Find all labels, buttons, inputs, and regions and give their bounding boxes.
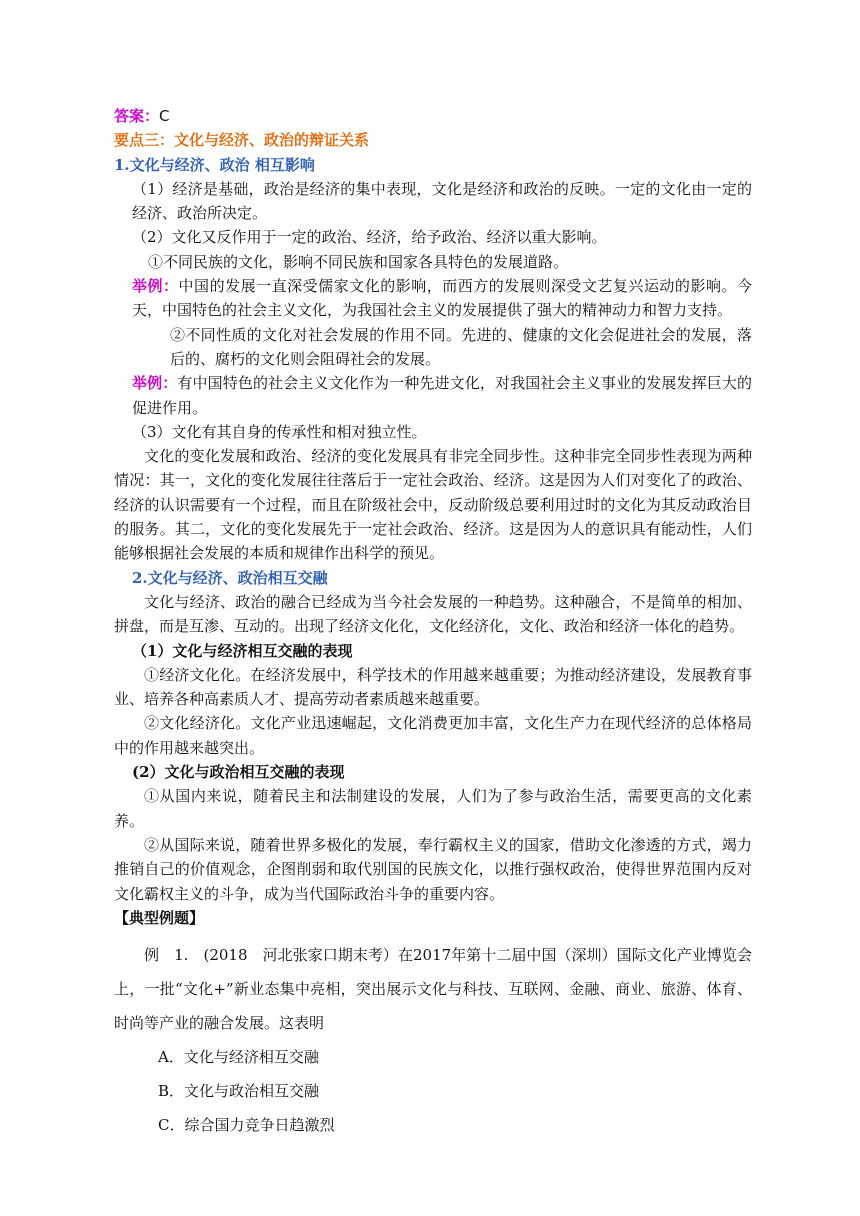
- option-b: B．文化与政治相互交融: [158, 1082, 320, 1101]
- document-body: [114, 104, 752, 1142]
- option-c: C．综合国力竞争日趋激烈: [158, 1116, 335, 1135]
- example-text: 中国的发展一直深受儒家文化的影响，而西方的发展则深受文艺复兴运动的影响。今天，中国特色的社会主义文化，为我国社会主义的发展提供了强大的精神动力和智力支持。: [132, 277, 752, 320]
- option-a: A．文化与经济相互交融: [158, 1048, 319, 1067]
- answer-label: 答案：: [114, 107, 160, 125]
- section1-paragraph-6: 文化的变化发展和政治、经济的变化发展具有非完全同步性。这种非完全同步性表现为两种情况：其一，文化的变化发展往往落后于一定社会政治、经济。这是因为人们对变化了的政治、经济的认识需要有一个过程，而且在阶级社会中，反动阶级总要利用过时的文化为其反动政治目的服务。其二，文化的变化发展先于一定社会政治、经济。这是因为人的意识具有能动性，人们能够根据社会发展的本质和规律作出科学的预见。: [114, 447, 752, 563]
- section1-paragraph-2: （2）文化又反作用于一定的政治、经济，给予政治、经济以重大影响。: [132, 228, 607, 247]
- section1-paragraph-5: （3）文化有其自身的传承性和相对独立性。: [132, 422, 427, 441]
- example-label: 举例：: [132, 374, 178, 393]
- section1-paragraph-3: ①不同民族的文化，影响不同民族和国家各具特色的发展道路。: [148, 252, 569, 271]
- key-point-title: 要点三：文化与经济、政治的辩证关系: [114, 131, 370, 150]
- example-question-1: 例 1. (2018 河北张家口期末考）在2017年第十二届中国（深圳）国际文化产业博览会上，一批“文化+”新业态集中亮相，突出展示文化与科技、互联网、金融、商业、旅游、体育、时尚等产业的融合发展。这表明: [114, 946, 752, 1033]
- section2-subheading-2: (2）文化与政治相互交融的表现: [132, 763, 345, 782]
- section2-subheading-1: （1）文化与经济相互交融的表现: [132, 641, 353, 660]
- section1-example-2: [114, 371, 752, 420]
- section2-sub2-paragraph-2: ②从国际来说，随着世界多极化的发展，奉行霸权主义的国家，借助文化渗透的方式，竭力推销自己的价值观念，企图削弱和取代别国的民族文化，以推行强权政治，使得世界范围内反对文化霸权主义的斗争，成为当代国际政治斗争的重要内容。: [114, 835, 752, 903]
- answer-value: C: [159, 107, 170, 125]
- section1-example-1: [114, 274, 752, 323]
- section1-heading: 1.文化与经济、政治 相互影响: [114, 155, 315, 174]
- answer-line: [114, 104, 752, 128]
- example-text: 有中国特色的社会主义文化作为一种先进文化，对我国社会主义事业的发展发挥巨大的促进作用。: [132, 374, 752, 417]
- section2-sub2-paragraph-1: ①从国内来说，随着民主和法制建设的发展，人们为了参与政治生活，需要更高的文化素养。: [114, 787, 752, 830]
- section2-paragraph-1: 文化与经济、政治的融合已经成为当今社会发展的一种趋势。这种融合，不是简单的相加、拼盘，而是互渗、互动的。出现了经济文化化，文化经济化，文化、政治和经济一体化的趋势。: [114, 592, 752, 636]
- typical-examples-heading: 【典型例题】: [114, 908, 205, 927]
- section1-paragraph-4: ②不同性质的文化对社会发展的作用不同。先进的、健康的文化会促进社会的发展，落后的、腐朽的文化则会阻碍社会的发展。: [170, 325, 752, 368]
- section2-sub1-paragraph-1: ①经济文化化。在经济发展中，科学技术的作用越来越重要；为推动经济建设，发展教育事业、培养各种高素质人才、提高劳动者素质越来越重要。: [114, 665, 752, 709]
- section2-sub1-paragraph-2: ②文化经济化。文化产业迅速崛起，文化消费更加丰富，文化生产力在现代经济的总体格局中的作用越来越突出。: [114, 714, 752, 757]
- section1-paragraph-1: （1）经济是基础，政治是经济的集中表现，文化是经济和政治的反映。一定的文化由一定的经济、政治所决定。: [132, 179, 752, 223]
- section2-heading: 2.文化与经济、政治相互交融: [132, 568, 328, 587]
- example-label: 举例：: [132, 277, 179, 296]
